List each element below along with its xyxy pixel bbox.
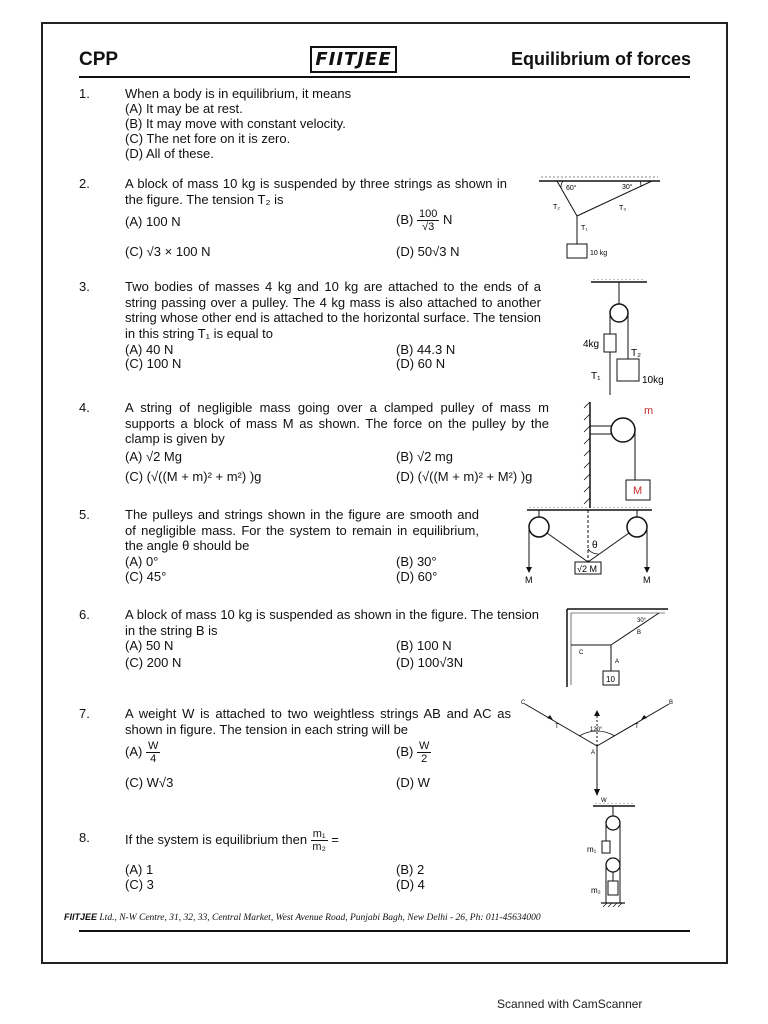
question-stem xyxy=(125,828,425,853)
question-text: A string of negligible mass going over a clamped pulley of mass m supports a block of mass M as shown. The force on the pulley by the clamp is given by xyxy=(125,400,549,446)
fraction-numerator: W xyxy=(147,740,159,752)
option-d: (D) 100√3N xyxy=(396,655,464,670)
header-title: Equilibrium of forces xyxy=(510,49,691,69)
mass-4kg-label: 4kg xyxy=(583,339,600,350)
option-d: (D) W xyxy=(396,775,430,790)
question-number: 4. xyxy=(79,400,90,415)
question-text: The pulleys and strings shown in the figure are smooth and of negligible mass. For the system to remain in equilibrium, the angle θ should be xyxy=(125,507,479,553)
middle-mass-label: √2 M xyxy=(577,564,597,574)
option-b-prefix: (B) xyxy=(396,211,414,227)
fraction-denominator: 2 xyxy=(421,753,428,765)
point-a-label: A xyxy=(615,659,620,665)
left-mass-label: M xyxy=(525,575,533,585)
option-b: (B) It may move with constant velocity. xyxy=(125,116,346,131)
option-b xyxy=(396,740,431,765)
mass-ratio-fraction xyxy=(311,828,328,853)
fraction-numerator: W xyxy=(418,740,430,752)
mass-label: 10 xyxy=(606,675,615,684)
mass-label: 10 kg xyxy=(590,250,608,257)
t3-label: T₃ xyxy=(619,205,627,212)
weight-label: W xyxy=(601,798,607,804)
fraction-denominator: √3 xyxy=(422,221,435,233)
page-footer xyxy=(64,912,541,923)
footer-brand: FIITJEE xyxy=(64,912,98,922)
pulley-mass-label: m xyxy=(644,405,654,417)
question-number: 2. xyxy=(79,176,90,191)
question-text: Two bodies of masses 4 kg and 10 kg are attached to the ends of a string passing over a pulley. The 4 kg mass is also attached to another string whose other end is attached to the horizontal surface. The tension in this string T₁ is equal to xyxy=(125,279,541,341)
fraction-denominator: m₂ xyxy=(312,841,326,853)
option-b: (B) 44.3 N xyxy=(396,342,456,357)
option-c: (C) 3 xyxy=(125,877,154,892)
angle-60-label: 60° xyxy=(566,185,577,192)
option-a-fraction xyxy=(146,740,160,765)
option-c: (C) W√3 xyxy=(125,775,174,790)
option-a: (A) 0° xyxy=(125,554,159,569)
question-text: A block of mass 10 kg is suspended as shown in the figure. The tension in the string B is xyxy=(125,607,539,638)
question-text: A weight W is attached to two weightless strings AB and AC as shown in figure. The tension in each string will be xyxy=(125,706,511,737)
option-c: (C) 45° xyxy=(125,569,167,584)
option-a: (A) 40 N xyxy=(125,342,174,357)
option-b-unit: N xyxy=(442,211,453,227)
option-a: (A) √2 Mg xyxy=(125,449,182,464)
page-header xyxy=(43,24,726,76)
t1-label: T₁ xyxy=(591,371,601,382)
question-number: 6. xyxy=(79,607,90,622)
angle-30-label: 30° xyxy=(637,618,647,624)
angle-30-label: 30° xyxy=(622,184,633,191)
fraction-denominator: 4 xyxy=(150,753,157,765)
question-text: If the system is equilibrium then xyxy=(125,831,308,847)
question-number: 8. xyxy=(79,830,90,845)
figure-three-strings xyxy=(537,176,662,261)
m2-label: m₂ xyxy=(591,886,601,895)
figure-two-pulleys xyxy=(517,507,657,597)
option-b-fraction xyxy=(417,208,439,233)
option-b-fraction xyxy=(417,740,431,765)
tension-left-label: T xyxy=(555,724,559,730)
option-d: (D) 60° xyxy=(396,569,438,584)
option-d: (D) 50√3 N xyxy=(396,244,460,259)
string-b-label: B xyxy=(637,630,642,636)
question-number: 7. xyxy=(79,706,90,721)
t2-label: T₂ xyxy=(631,348,641,359)
option-a xyxy=(125,740,160,765)
question-text: When a body is in equilibrium, it means xyxy=(125,86,352,101)
theta-label: θ xyxy=(592,540,598,551)
option-a: (A) 100 N xyxy=(125,214,181,229)
question-text: A block of mass 10 kg is suspended by three strings as shown in the figure. The tension T₂ is xyxy=(125,176,507,207)
figure-clamped-pulley xyxy=(583,400,663,512)
figure-pulley-two-masses xyxy=(565,279,675,397)
option-a: (A) 50 N xyxy=(125,638,174,653)
angle-120-label: 120° xyxy=(590,727,603,733)
option-b: (B) 2 xyxy=(396,862,425,877)
tension-right-label: T xyxy=(635,724,639,730)
option-d: (D) (√((M + m)² + M²) )g xyxy=(396,469,533,484)
figure-pulley-system xyxy=(583,803,653,911)
question-number: 3. xyxy=(79,279,90,294)
point-b-label: B xyxy=(669,700,674,706)
option-c: (C) The net fore on it is zero. xyxy=(125,131,291,146)
option-a: (A) 1 xyxy=(125,862,154,877)
fraction-numerator: 100 xyxy=(418,208,438,220)
option-a: (A) It may be at rest. xyxy=(125,101,243,116)
option-c: (C) (√((M + m)² + m²) )g xyxy=(125,469,262,484)
header-rule xyxy=(79,76,690,78)
option-b-prefix: (B) xyxy=(396,743,414,759)
worksheet-page xyxy=(41,22,728,964)
option-d: (D) 4 xyxy=(396,877,425,892)
figure-two-strings-weight xyxy=(517,696,677,804)
fraction-numerator: m₁ xyxy=(312,828,326,840)
option-b: (B) 30° xyxy=(396,554,437,569)
block-label: M xyxy=(633,485,643,497)
option-d: (D) All of these. xyxy=(125,146,214,161)
footer-address: Ltd., N-W Centre, 31, 32, 33, Central Market, West Avenue Road, Punjabi Bagh, New Delhi - 26, Ph: 011-45634000 xyxy=(99,913,541,923)
option-b: (B) √2 mg xyxy=(396,449,453,464)
question-number: 5. xyxy=(79,507,90,522)
point-c-label: C xyxy=(521,700,526,706)
figure-wall-string xyxy=(563,607,673,699)
mass-10kg-label: 10kg xyxy=(642,375,664,386)
option-b xyxy=(396,208,452,233)
header-left-label: CPP xyxy=(79,49,119,70)
equals-sign: = xyxy=(331,831,339,847)
option-d: (D) 60 N xyxy=(396,356,446,371)
option-a-prefix: (A) xyxy=(125,743,143,759)
option-c: (C) 200 N xyxy=(125,655,182,670)
footer-rule xyxy=(79,930,690,932)
t2-label: T₂ xyxy=(553,204,560,211)
point-a-label: A xyxy=(591,750,596,756)
right-mass-label: M xyxy=(643,575,651,585)
option-c: (C) √3 × 100 N xyxy=(125,244,211,259)
camscanner-watermark: Scanned with CamScanner xyxy=(497,997,643,1011)
m1-label: m₁ xyxy=(587,845,597,854)
t1-label: T₁ xyxy=(581,225,588,232)
question-number: 1. xyxy=(79,86,90,101)
fiitjee-logo: FIITJEE xyxy=(310,46,397,73)
option-b: (B) 100 N xyxy=(396,638,452,653)
string-c-label: C xyxy=(579,650,584,656)
option-c: (C) 100 N xyxy=(125,356,182,371)
